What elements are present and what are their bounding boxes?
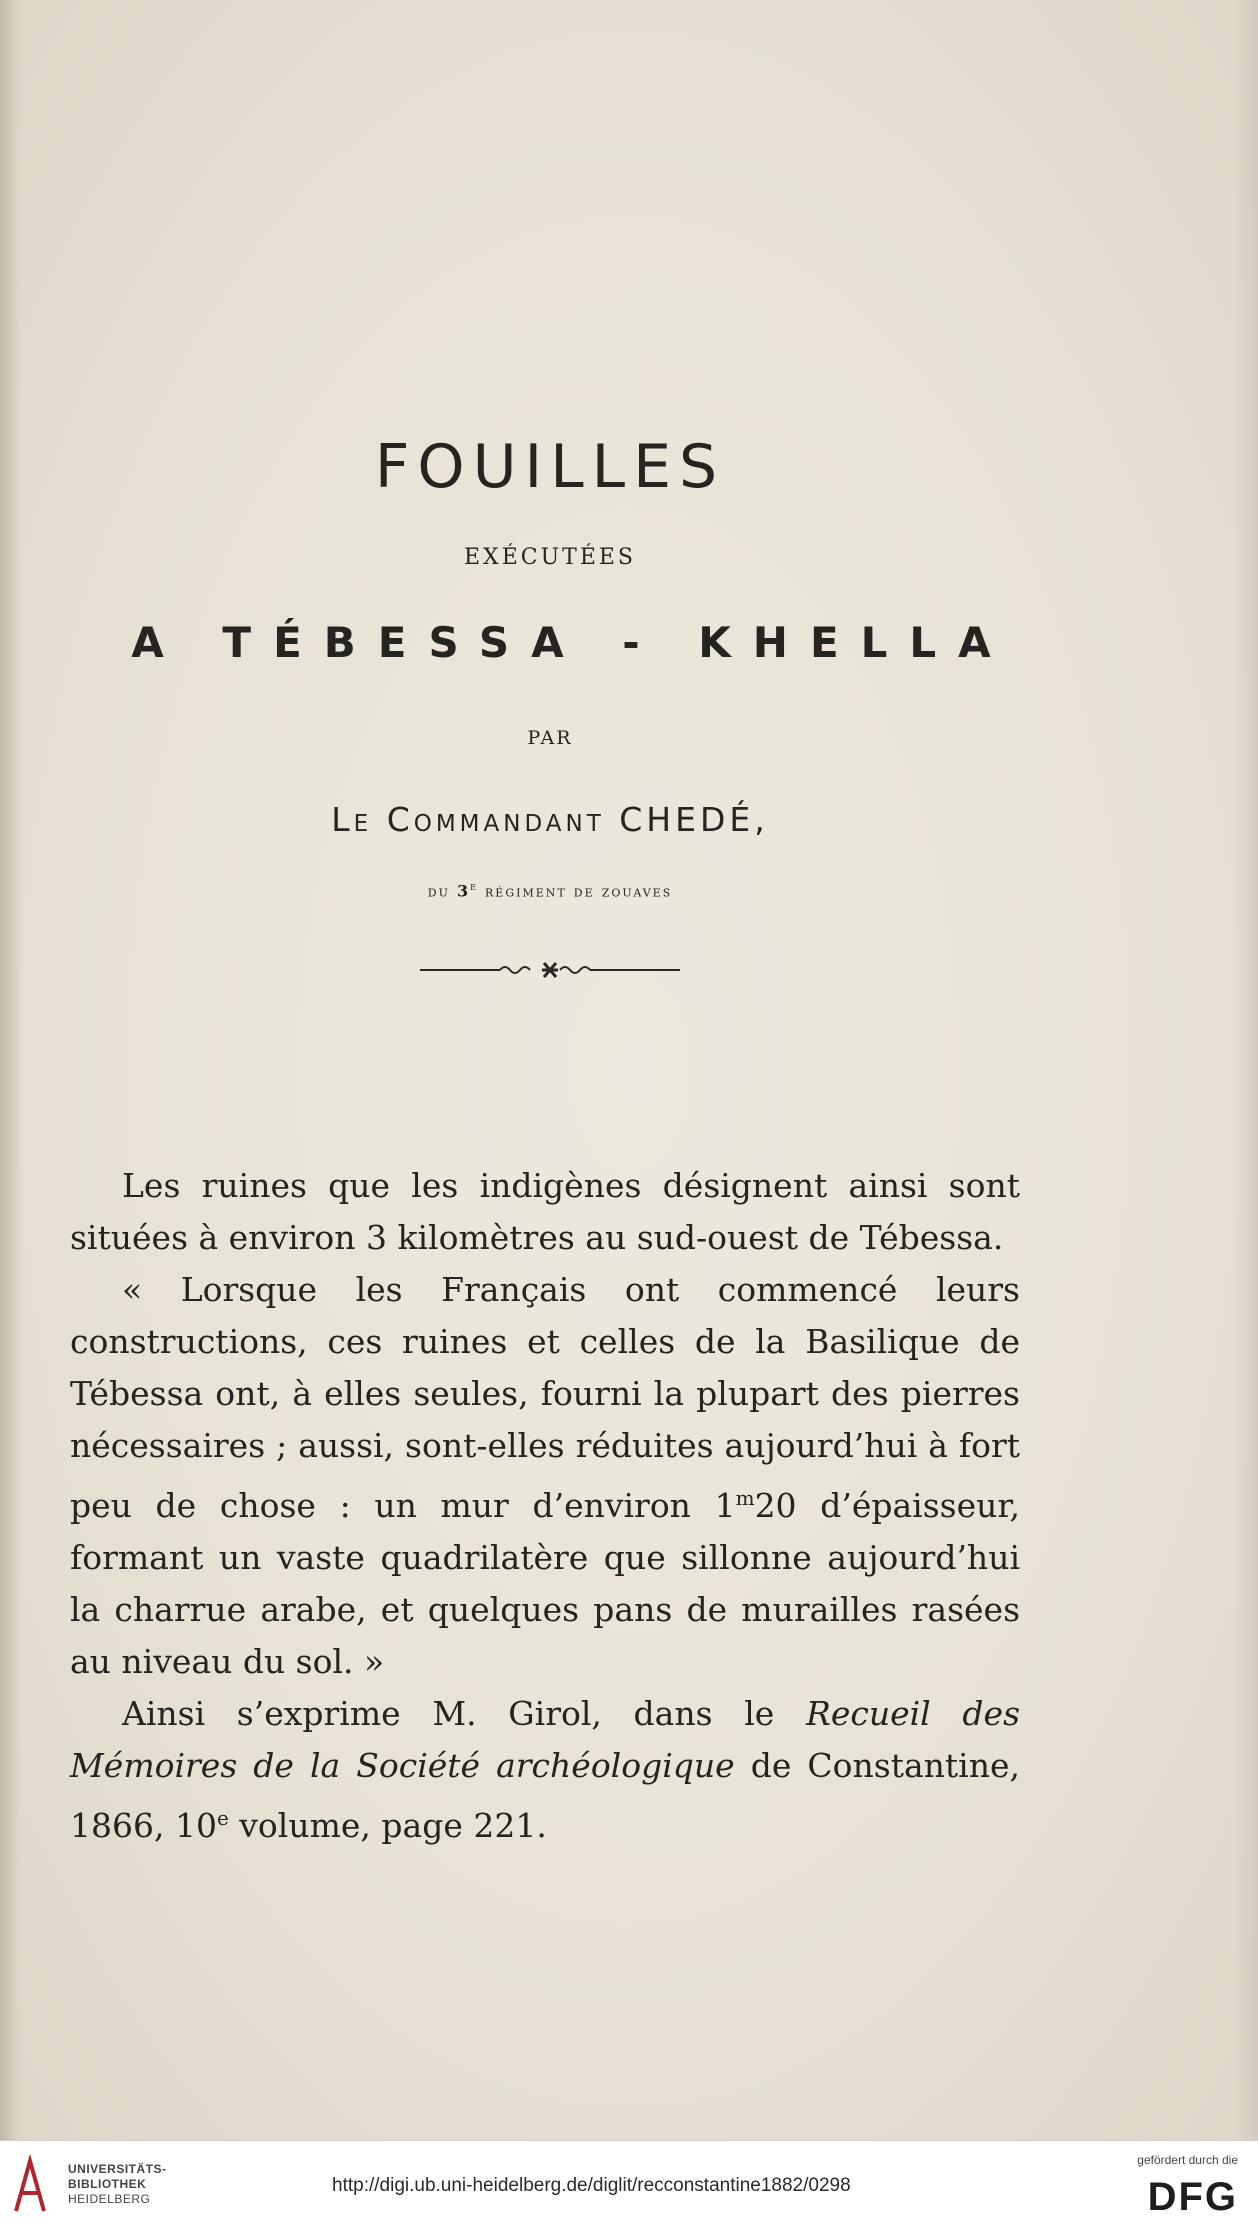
regiment-line <box>0 880 1100 900</box>
paragraph-3-part-b: de Constantine, 1866, 10 <box>70 1746 1020 1845</box>
paragraph-2-part-a: « Lorsque les Français ont commencé leurs constructions, ces ruines et celles de la Basilique de Tébessa ont, à elles seules, fourni la plupart des pierres nécessaires ; aussi, sont-elles réduites aujourd’hui à fort peu de chose : un mur d’environ 1 <box>70 1270 1020 1525</box>
paragraph-1: Les ruines que les indigènes désignent ainsi sont situées à environ 3 kilomètres au sud-ouest de Tébessa. <box>70 1166 1020 1257</box>
by-line: PAR <box>527 727 573 749</box>
page-edge <box>1234 0 1258 2140</box>
paragraph-2 <box>70 1264 1020 1688</box>
paragraph-2-sup: m <box>735 1486 755 1510</box>
paragraph-3-italic: Recueil des Mémoires de la Société archéologique <box>70 1694 1020 1785</box>
page-gutter <box>0 0 22 2140</box>
dfg-logo: DFG <box>1147 2175 1238 2219</box>
regiment-prefix: du <box>427 881 457 901</box>
ornament-divider <box>420 955 680 985</box>
permalink-url[interactable]: http://digi.ub.uni-heidelberg.de/diglit/recconstantine1882/0298 <box>332 2175 851 2196</box>
place-heading: A TÉBESSA - KHELLA <box>131 618 1013 667</box>
subtitle: EXÉCUTÉES <box>463 545 637 570</box>
library-logo-icon <box>12 2153 48 2219</box>
paragraph-3-sup: e <box>216 1806 229 1830</box>
library-name-line1: UNIVERSITÄTS- <box>68 2162 167 2176</box>
funding-note: gefördert durch die <box>1137 2153 1238 2167</box>
author-name: Le Commandant CHEDÉ, <box>331 800 769 839</box>
paragraph-3-part-c: volume, page 221. <box>228 1806 547 1845</box>
library-name-line2: BIBLIOTHEK <box>68 2177 147 2191</box>
author <box>0 800 1100 839</box>
viewer-footer <box>0 2140 1258 2234</box>
page-title: FOUILLES <box>374 432 726 502</box>
regiment-suffix: régiment de zouaves <box>477 881 673 901</box>
paragraph-3 <box>70 1688 1020 1852</box>
body-text <box>70 1160 1020 1852</box>
library-name <box>68 2162 167 2207</box>
library-name-line3: HEIDELBERG <box>68 2192 151 2206</box>
paragraph-3-part-a: Ainsi s’exprime M. Girol, dans le <box>122 1694 806 1733</box>
paragraph-2-part-b: 20 d’épaisseur, formant un vaste quadrilatère que sillonne aujourd’hui la charrue arabe, et quelques pans de murailles rasées au niveau du sol. » <box>70 1486 1020 1681</box>
regiment-number: 3 <box>456 881 471 901</box>
regiment-sup: e <box>470 880 478 893</box>
